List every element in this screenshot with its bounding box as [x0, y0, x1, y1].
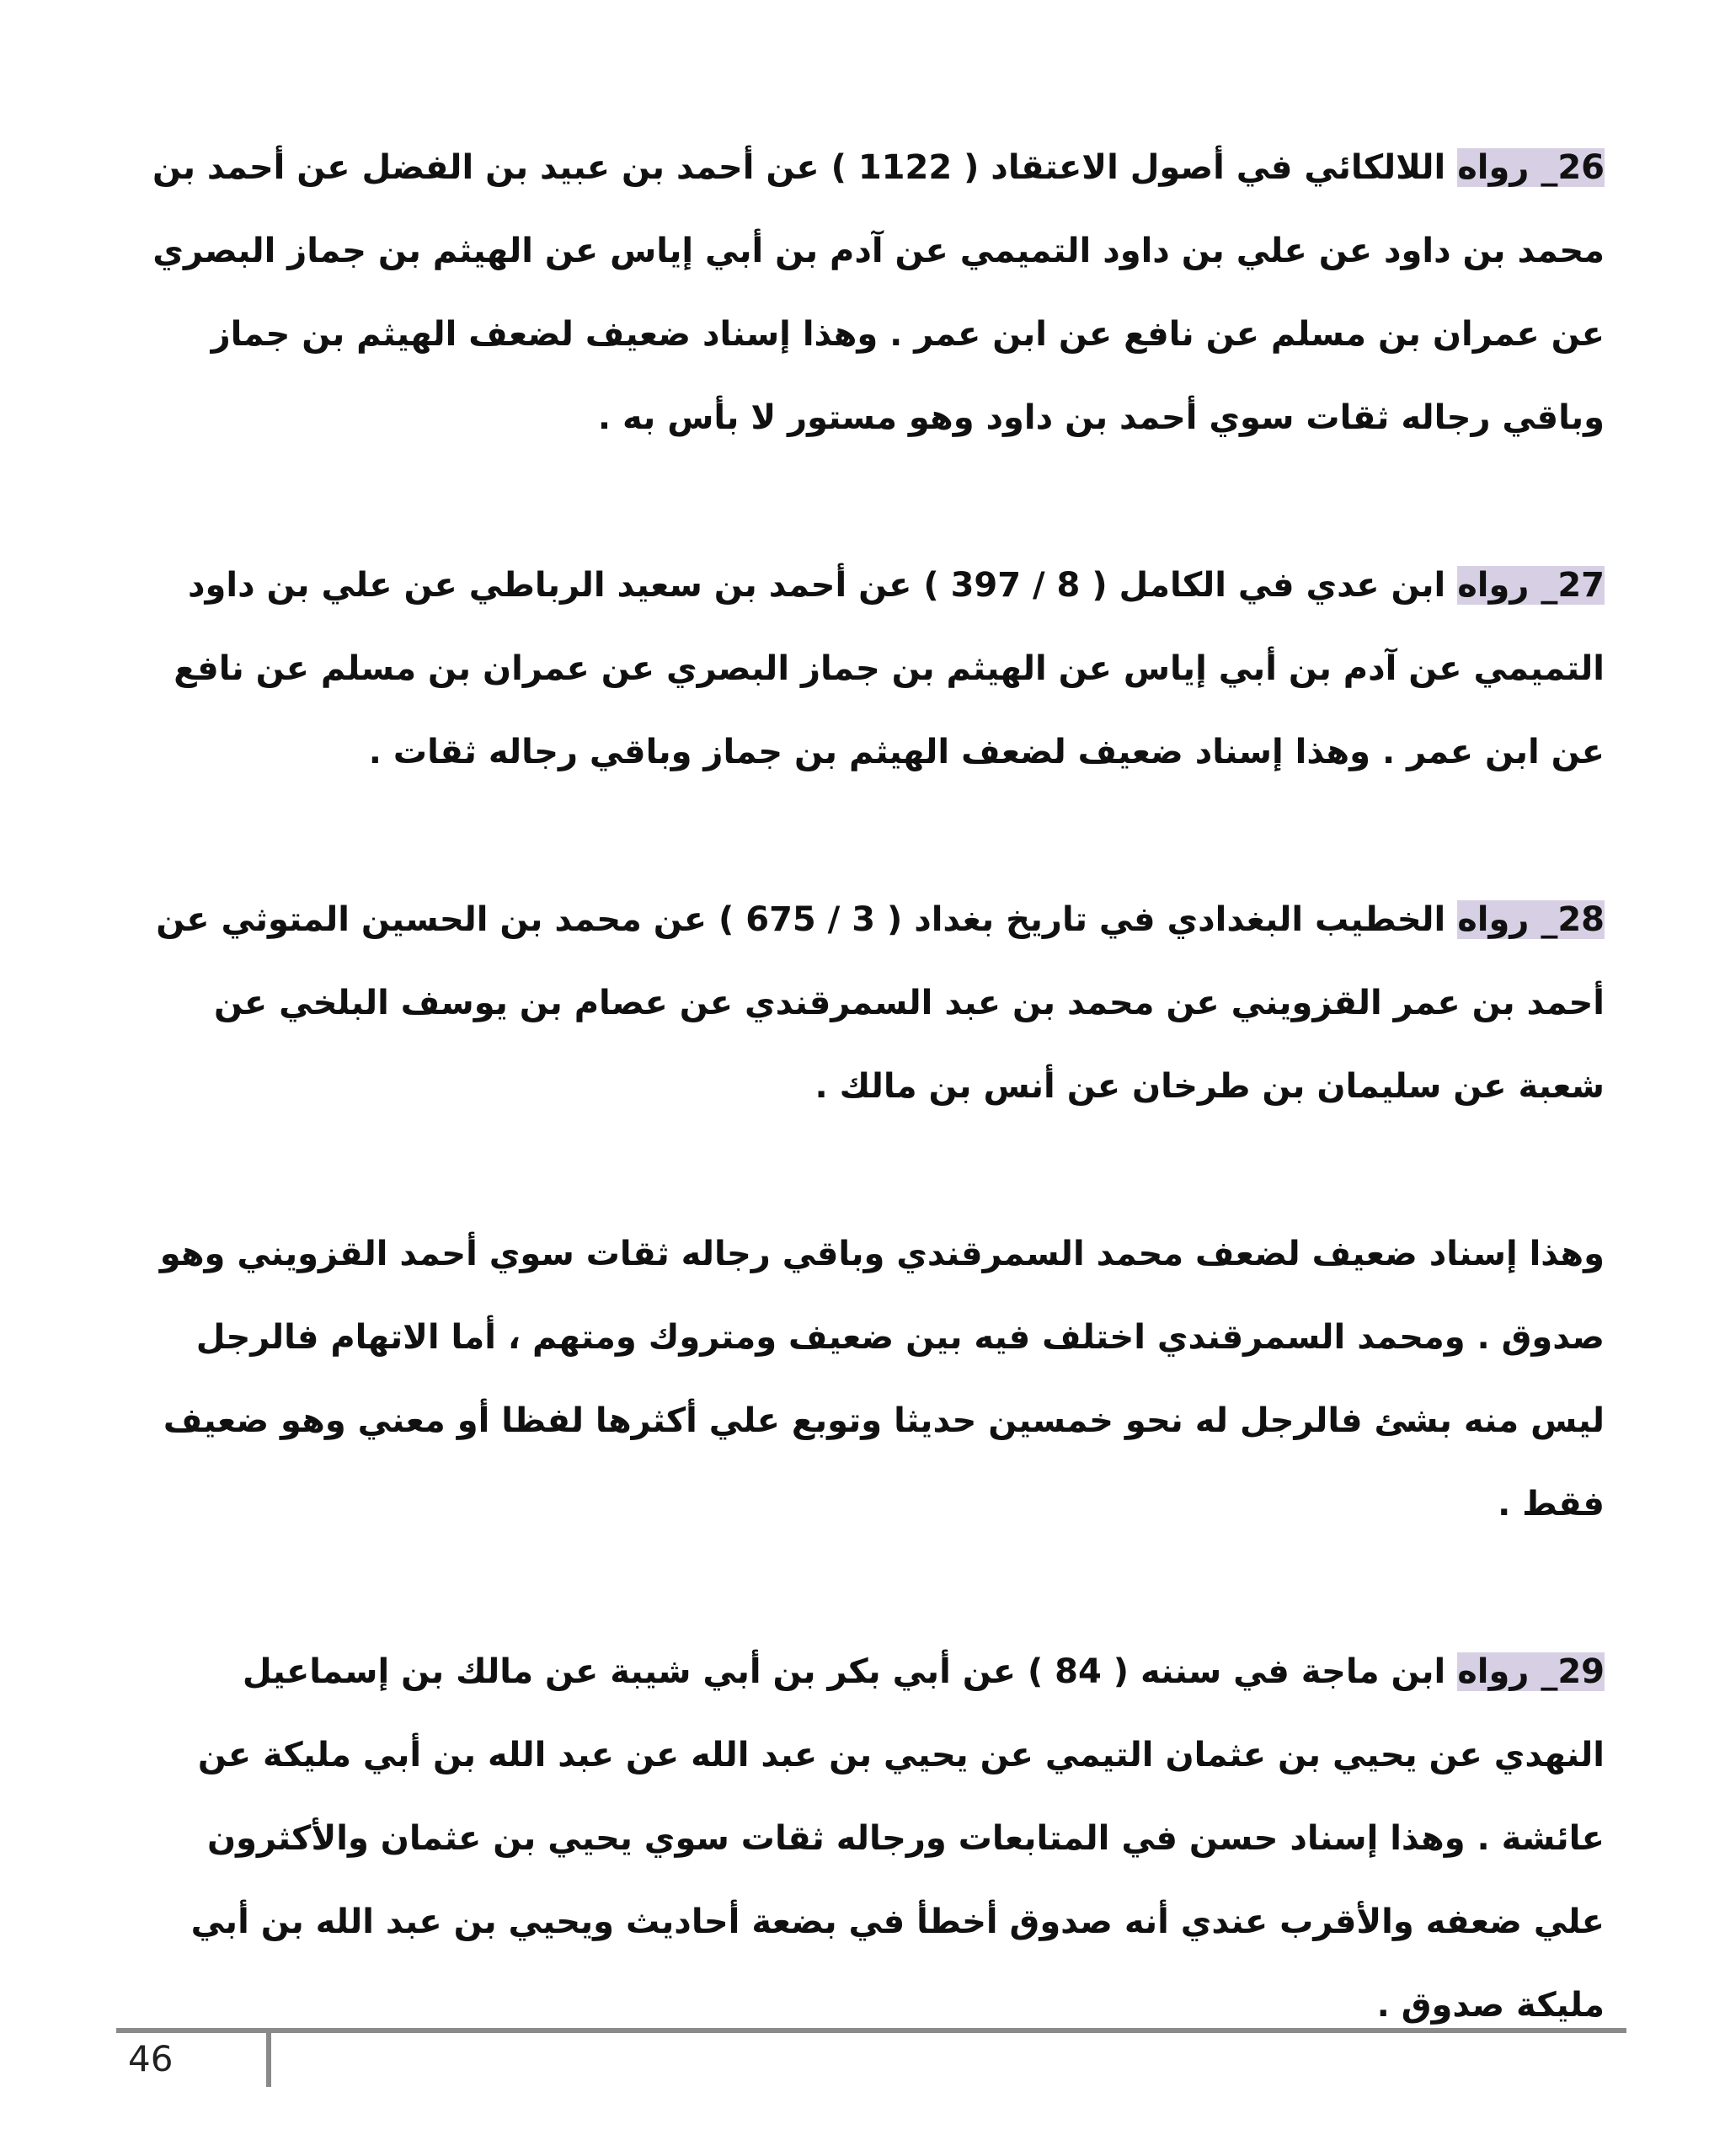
paragraph-29	[126, 1630, 1605, 2047]
paragraph-28-commentary	[126, 1213, 1605, 1546]
entry-text-29: ابن ماجة في سننه ( 84 ) عن أبي بكر بن أبي شيبة عن مالك بن إسماعيل النهدي عن يحيي بن عثمان التيمي عن يحيي بن عبد الله عن عبد الله بن أبي مليكة عن عائشة . وهذا إسناد حسن في المتابعات ورجاله ثقات سوي يحيي بن عثمان والأكثرون علي ضعفه والأقرب عندي أنه صدوق أخطأ في بضعة أحاديث ويحيي بن عبد الله بن أبي مليكة صدوق .	[190, 1652, 1605, 2025]
footer-divider-tick	[266, 2030, 271, 2087]
entry-label-28: 28_ رواه	[1457, 900, 1605, 939]
entry-text-28: الخطيب البغدادي في تاريخ بغداد ( 3 / 675 ) عن محمد بن الحسين المتوثي عن أحمد بن عمر القزويني عن محمد بن عبد السمرقندي عن عصام بن يوسف البلخي عن شعبة عن سليمان بن طرخان عن أنس بن مالك .	[156, 900, 1605, 1106]
entry-text-27: ابن عدي في الكامل ( 8 / 397 ) عن أحمد بن سعيد الرباطي عن علي بن داود التميمي عن آدم بن أبي إياس عن الهيثم بن جماز البصري عن عمران بن مسلم عن نافع عن ابن عمر . وهذا إسناد ضعيف لضعف الهيثم بن جماز وباقي رجاله ثقات .	[174, 566, 1605, 771]
paragraph-26	[126, 126, 1605, 460]
page-body	[126, 126, 1605, 2132]
commentary-text-28: وهذا إسناد ضعيف لضعف محمد السمرقندي وباقي رجاله ثقات سوي أحمد القزويني وهو صدوق . ومحمد السمرقندي اختلف فيه بين ضعيف ومتروك ومتهم ، أما الاتهام فالرجل ليس منه بشئ فالرجل له نحو خمسين حديثا وتوبع علي أكثرها لفظا أو معني وهو ضعيف فقط .	[159, 1235, 1605, 1524]
entry-text-26: اللالكائي في أصول الاعتقاد ( 1122 ) عن أحمد بن عبيد بن الفضل عن أحمد بن محمد بن داود عن علي بن داود التميمي عن آدم بن أبي إياس عن الهيثم بن جماز البصري عن عمران بن مسلم عن نافع عن ابن عمر . وهذا إسناد ضعيف لضعف الهيثم بن جماز وباقي رجاله ثقات سوي أحمد بن داود وهو مستور لا بأس به .	[152, 148, 1605, 437]
paragraph-28	[126, 878, 1605, 1129]
entry-label-29: 29_ رواه	[1457, 1652, 1605, 1691]
entry-label-27: 27_ رواه	[1457, 566, 1605, 605]
paragraph-27	[126, 544, 1605, 794]
page-number: 46	[128, 2038, 174, 2079]
entry-label-26: 26_ رواه	[1457, 148, 1605, 187]
footer-rule	[116, 2028, 1626, 2033]
